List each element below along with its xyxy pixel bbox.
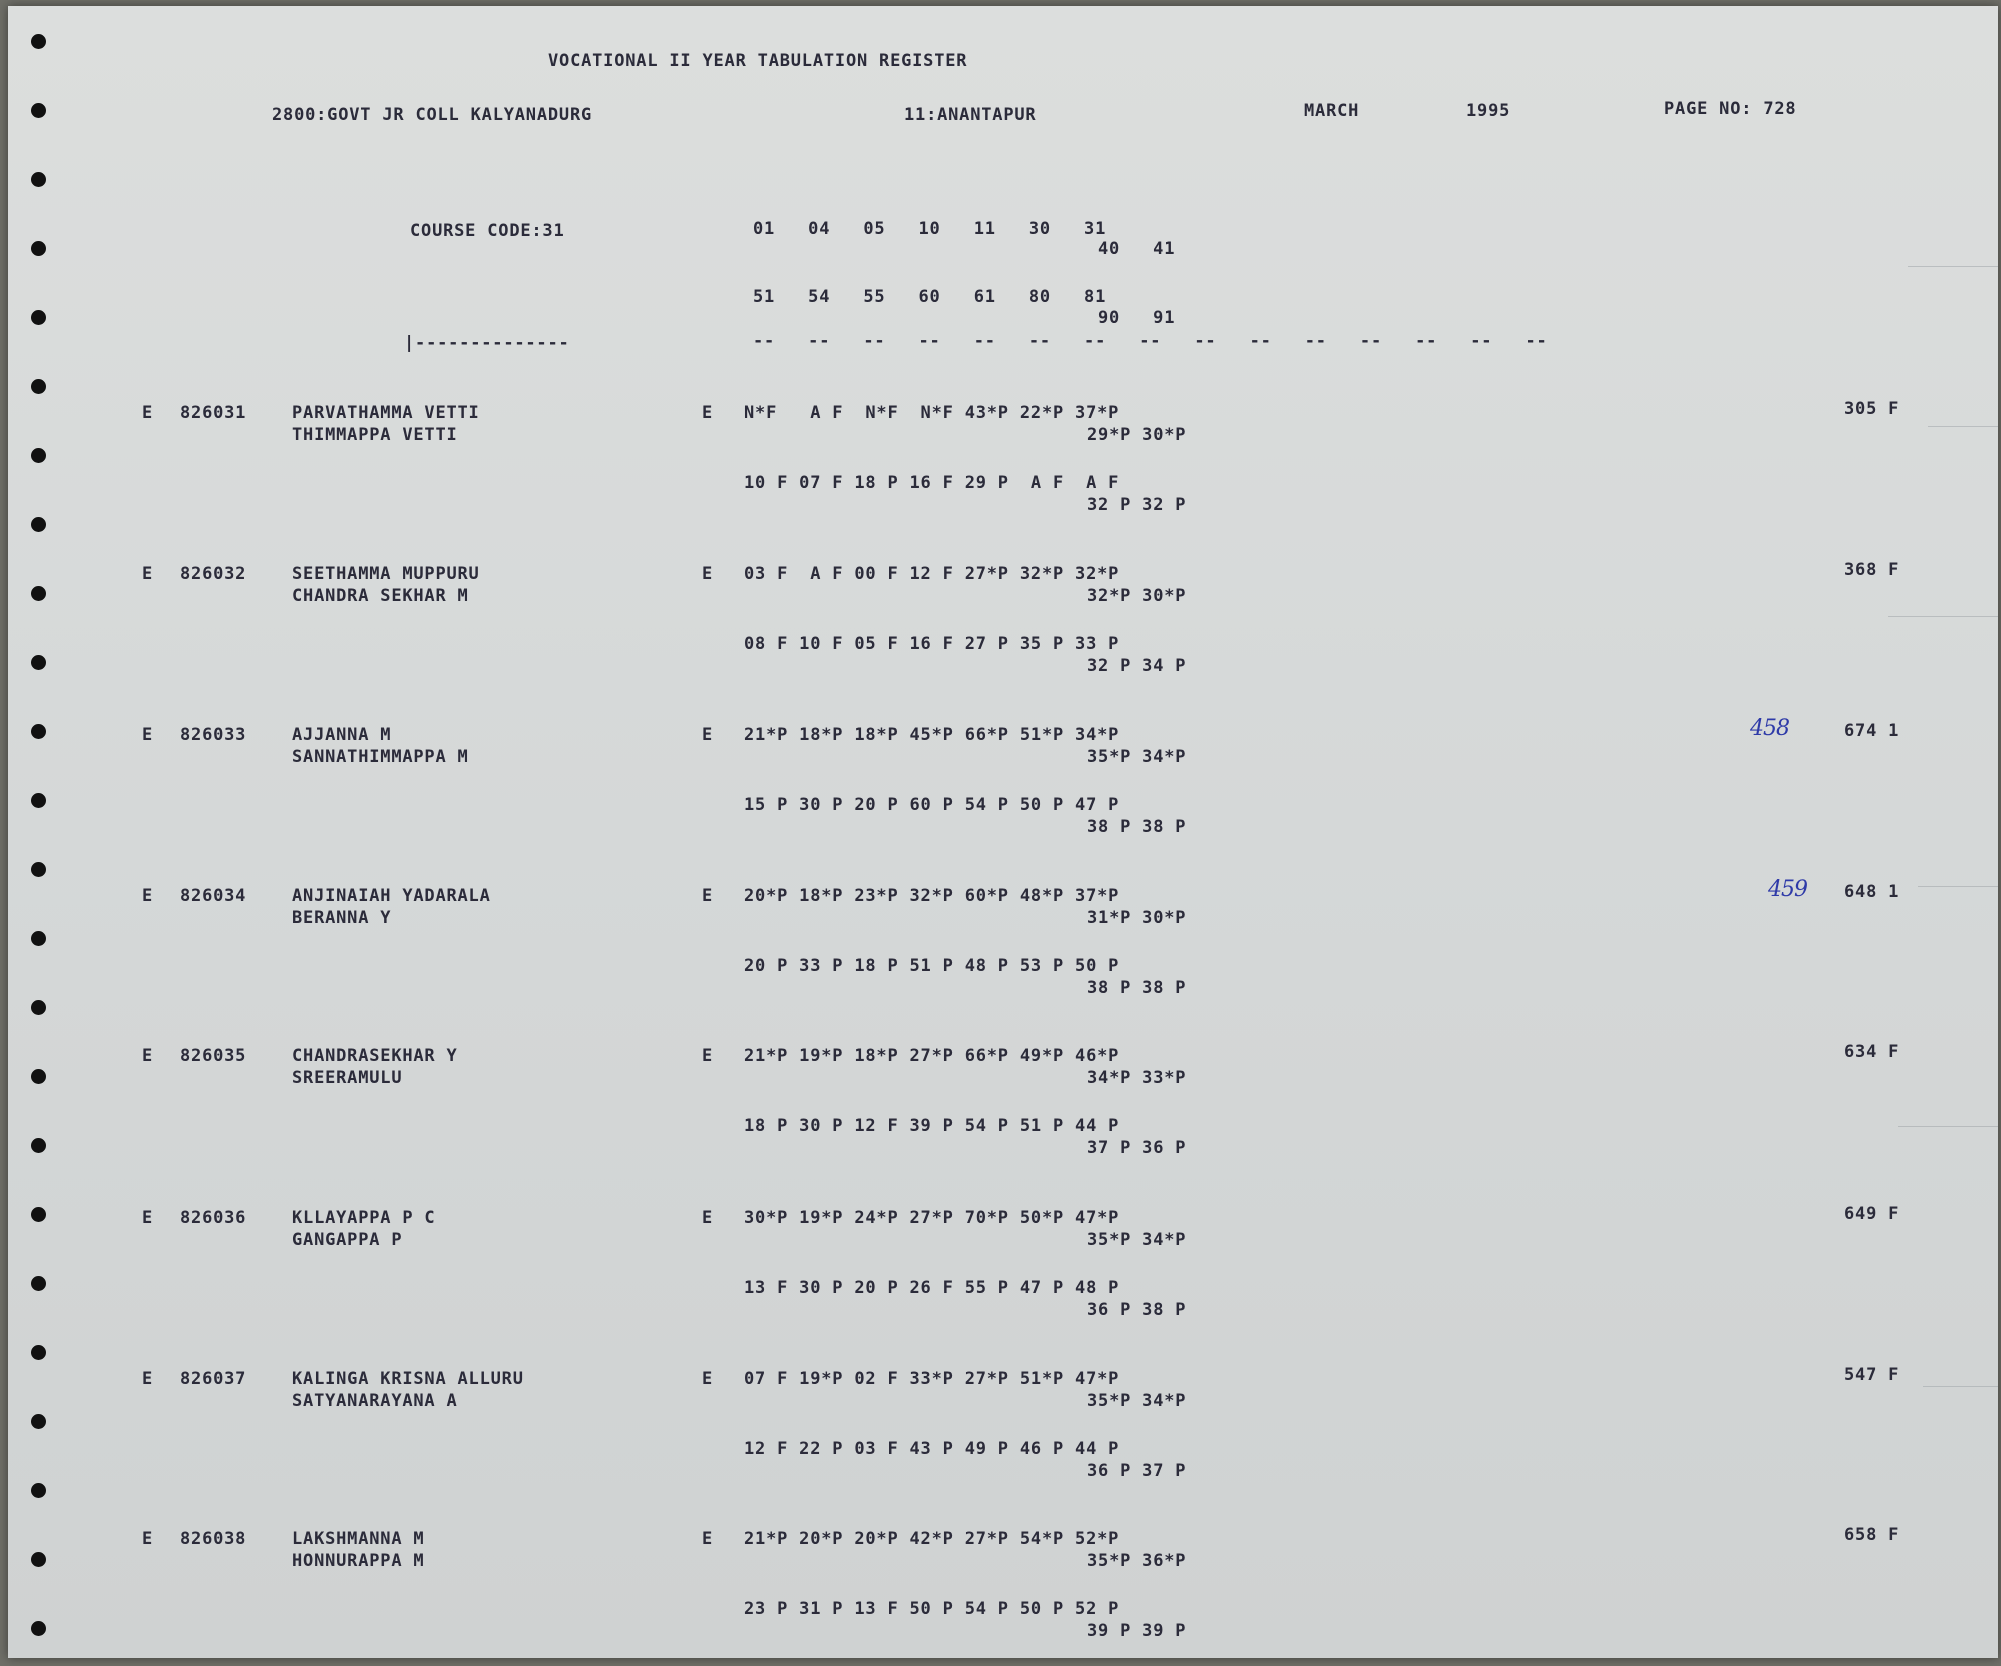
total-result: 547 F — [1844, 1365, 1900, 1385]
candidate-type: E — [702, 886, 714, 906]
punch-hole — [31, 103, 46, 118]
punch-hole — [31, 1207, 46, 1222]
page-number: PAGE NO: 728 — [1664, 99, 1797, 119]
marks-line-1: 21*P 18*P 18*P 45*P 66*P 51*P 34*P — [744, 725, 1120, 745]
handwritten-note: 459 — [1768, 877, 1807, 902]
roll-number: 826033 — [180, 725, 247, 745]
marks-line-4: 32 P 34 P — [1087, 656, 1187, 676]
subject-codes-row2: 40 41 — [1098, 239, 1176, 259]
marks-line-1: 30*P 19*P 24*P 27*P 70*P 50*P 47*P — [744, 1208, 1120, 1228]
marks-line-1: 20*P 18*P 23*P 32*P 60*P 48*P 37*P — [744, 886, 1120, 906]
father-name: SREERAMULU — [292, 1068, 403, 1088]
marks-line-2: 34*P 33*P — [1087, 1068, 1187, 1088]
total-result: 674 1 — [1844, 721, 1900, 741]
marks-line-1: N*F A F N*F N*F 43*P 22*P 37*P — [744, 403, 1120, 423]
punch-hole — [31, 793, 46, 808]
student-name: SEETHAMMA MUPPURU — [292, 564, 480, 584]
marks-line-1: 03 F A F 00 F 12 F 27*P 32*P 32*P — [744, 564, 1120, 584]
district-name: 11:ANANTAPUR — [904, 105, 1037, 125]
punch-hole — [31, 34, 46, 49]
exam-year: 1995 — [1466, 101, 1511, 121]
row-prefix: E — [142, 886, 154, 906]
punch-hole — [31, 655, 46, 670]
total-result: 658 F — [1844, 1525, 1900, 1545]
punch-hole — [31, 1276, 46, 1291]
father-name: BERANNA Y — [292, 908, 392, 928]
candidate-type: E — [702, 725, 714, 745]
marks-line-2: 35*P 34*P — [1087, 1391, 1187, 1411]
marks-line-2: 32*P 30*P — [1087, 586, 1187, 606]
student-name: KLLAYAPPA P C — [292, 1208, 436, 1228]
marks-line-2: 35*P 34*P — [1087, 747, 1187, 767]
roll-number: 826037 — [180, 1369, 247, 1389]
punch-hole — [31, 1138, 46, 1153]
subject-codes-row4: 90 91 — [1098, 308, 1176, 328]
roll-number: 826036 — [180, 1208, 247, 1228]
father-name: GANGAPPA P — [292, 1230, 403, 1250]
subject-codes-row1: 01 04 05 10 11 30 31 — [753, 219, 1107, 239]
student-name: PARVATHAMMA VETTI — [292, 403, 480, 423]
marks-line-4: 38 P 38 P — [1087, 978, 1187, 998]
marks-line-2: 31*P 30*P — [1087, 908, 1187, 928]
punch-hole — [31, 931, 46, 946]
total-result: 368 F — [1844, 560, 1900, 580]
course-code: COURSE CODE:31 — [410, 221, 565, 241]
total-result: 634 F — [1844, 1042, 1900, 1062]
total-result: 649 F — [1844, 1204, 1900, 1224]
candidate-type: E — [702, 403, 714, 423]
marks-line-3: 23 P 31 P 13 F 50 P 54 P 50 P 52 P — [744, 1599, 1120, 1619]
father-name: THIMMAPPA VETTI — [292, 425, 458, 445]
student-name: ANJINAIAH YADARALA — [292, 886, 491, 906]
punch-hole — [31, 1483, 46, 1498]
candidate-type: E — [702, 564, 714, 584]
marks-line-3: 10 F 07 F 18 P 16 F 29 P A F A F — [744, 473, 1120, 493]
register-page — [8, 6, 1998, 1658]
punch-hole — [31, 724, 46, 739]
marks-line-2: 35*P 34*P — [1087, 1230, 1187, 1250]
candidate-type: E — [702, 1046, 714, 1066]
candidate-type: E — [702, 1369, 714, 1389]
marks-line-4: 36 P 37 P — [1087, 1461, 1187, 1481]
student-name: LAKSHMANNA M — [292, 1529, 425, 1549]
row-prefix: E — [142, 403, 154, 423]
row-prefix: E — [142, 564, 154, 584]
punch-hole — [31, 1345, 46, 1360]
marks-line-3: 18 P 30 P 12 F 39 P 54 P 51 P 44 P — [744, 1116, 1120, 1136]
marks-line-1: 07 F 19*P 02 F 33*P 27*P 51*P 47*P — [744, 1369, 1120, 1389]
subject-codes-row3: 51 54 55 60 61 80 81 — [753, 287, 1107, 307]
marks-line-3: 12 F 22 P 03 F 43 P 49 P 46 P 44 P — [744, 1439, 1120, 1459]
roll-number: 826034 — [180, 886, 247, 906]
marks-line-4: 36 P 38 P — [1087, 1300, 1187, 1320]
punch-hole — [31, 310, 46, 325]
punch-hole — [31, 1552, 46, 1567]
handwritten-note: 458 — [1750, 716, 1789, 741]
marks-line-3: 15 P 30 P 20 P 60 P 54 P 50 P 47 P — [744, 795, 1120, 815]
student-name: AJJANNA M — [292, 725, 392, 745]
punch-hole — [31, 448, 46, 463]
marks-line-4: 39 P 39 P — [1087, 1621, 1187, 1641]
punch-hole — [31, 862, 46, 877]
marks-line-3: 20 P 33 P 18 P 51 P 48 P 53 P 50 P — [744, 956, 1120, 976]
punch-hole — [31, 172, 46, 187]
father-name: CHANDRA SEKHAR M — [292, 586, 469, 606]
total-result: 305 F — [1844, 399, 1900, 419]
father-name: SATYANARAYANA A — [292, 1391, 458, 1411]
marks-line-4: 37 P 36 P — [1087, 1138, 1187, 1158]
punch-hole — [31, 517, 46, 532]
marks-line-1: 21*P 20*P 20*P 42*P 27*P 54*P 52*P — [744, 1529, 1120, 1549]
punch-hole — [31, 241, 46, 256]
punch-hole — [31, 586, 46, 601]
marks-line-4: 38 P 38 P — [1087, 817, 1187, 837]
roll-number: 826031 — [180, 403, 247, 423]
code-divider: |-------------- — [404, 333, 570, 353]
row-prefix: E — [142, 1046, 154, 1066]
register-title: VOCATIONAL II YEAR TABULATION REGISTER — [548, 51, 968, 71]
student-name: KALINGA KRISNA ALLURU — [292, 1369, 524, 1389]
roll-number: 826032 — [180, 564, 247, 584]
roll-number: 826038 — [180, 1529, 247, 1549]
row-prefix: E — [142, 725, 154, 745]
college-name: 2800:GOVT JR COLL KALYANADURG — [272, 105, 593, 125]
punch-hole — [31, 1621, 46, 1636]
row-prefix: E — [142, 1529, 154, 1549]
total-result: 648 1 — [1844, 882, 1900, 902]
marks-line-2: 35*P 36*P — [1087, 1551, 1187, 1571]
father-name: HONNURAPPA M — [292, 1551, 425, 1571]
punch-hole — [31, 379, 46, 394]
marks-line-3: 08 F 10 F 05 F 16 F 27 P 35 P 33 P — [744, 634, 1120, 654]
candidate-type: E — [702, 1208, 714, 1228]
candidate-type: E — [702, 1529, 714, 1549]
punch-hole — [31, 1000, 46, 1015]
student-name: CHANDRASEKHAR Y — [292, 1046, 458, 1066]
column-dashes: -- -- -- -- -- -- -- -- -- -- -- -- -- -- -- — [753, 331, 1548, 351]
row-prefix: E — [142, 1369, 154, 1389]
marks-line-4: 32 P 32 P — [1087, 495, 1187, 515]
father-name: SANNATHIMMAPPA M — [292, 747, 469, 767]
marks-line-3: 13 F 30 P 20 P 26 F 55 P 47 P 48 P — [744, 1278, 1120, 1298]
roll-number: 826035 — [180, 1046, 247, 1066]
marks-line-2: 29*P 30*P — [1087, 425, 1187, 445]
punch-hole — [31, 1069, 46, 1084]
exam-month: MARCH — [1304, 101, 1360, 121]
row-prefix: E — [142, 1208, 154, 1228]
punch-hole — [31, 1414, 46, 1429]
marks-line-1: 21*P 19*P 18*P 27*P 66*P 49*P 46*P — [744, 1046, 1120, 1066]
